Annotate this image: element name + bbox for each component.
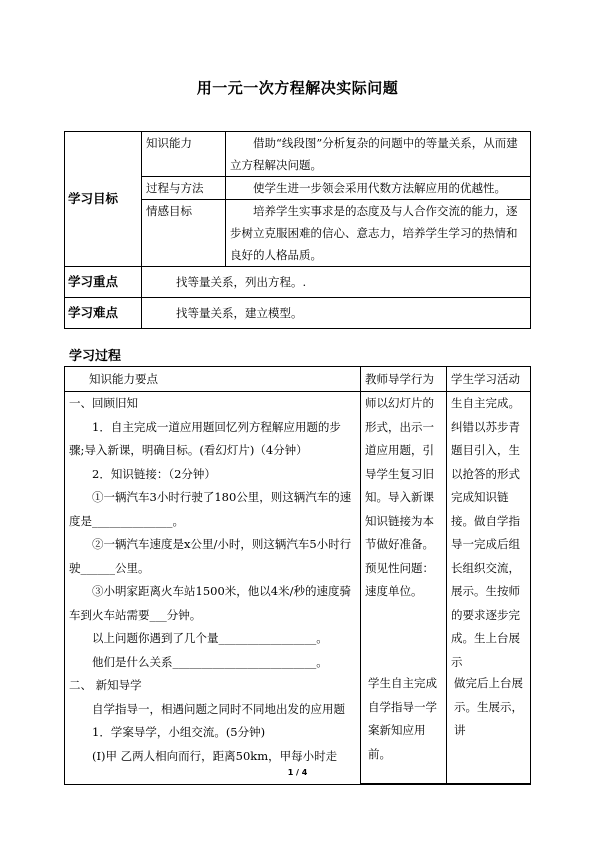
page-title: 用一元一次方程解决实际问题: [196, 79, 399, 97]
knowledge-cell: [65, 392, 361, 785]
objective-content: 借助“线段图”分析复杂的问题中的等量关系，从而建立方程解决问题。: [226, 132, 531, 177]
knowledge-line: (Ⅰ)甲 乙两人相向而行，距离50km，甲每小时走: [92, 748, 338, 763]
knowledge-line: 他们是什么关系_________________________。: [92, 654, 328, 669]
objectives-table: [64, 131, 531, 329]
section-title: 学习过程: [69, 349, 122, 364]
header-student: 学生学习活动: [447, 367, 531, 392]
knowledge-line: 1．自主完成一道应用题回忆列方程解应用题的步骤;导入新课，明确目标。(看幻灯片)（4分钟）: [69, 419, 341, 457]
key-point-content: 找等量关系，列出方程。.: [142, 267, 531, 298]
process-table: [64, 366, 531, 785]
objective-name: 知识能力: [142, 132, 226, 177]
table-row: [65, 132, 531, 177]
table-row: [65, 298, 531, 329]
knowledge-line: 一、回顾旧知: [69, 396, 138, 410]
student-text: 生自主完成。纠错以苏步青题目引入，生以抢答的形式完成知识链接。做自学指导一完成后组长组织交流，展示。生按师的要求逐步完成。生上台展示: [451, 396, 520, 669]
knowledge-line: 2．知识链接：（2分钟）: [92, 466, 216, 481]
objective-name: 过程与方法: [142, 177, 226, 200]
teacher-text-2: 学生自主完成自学指导一学案新知应用前。: [368, 676, 437, 761]
knowledge-line: ②一辆汽车速度是x公里/小时，则这辆汽车5小时行驶______公里。: [69, 537, 352, 575]
table-row: [65, 267, 531, 298]
student-cell: [447, 392, 531, 784]
objective-name: 情感目标: [142, 200, 226, 267]
header-teacher: 教师导学行为: [361, 367, 447, 392]
knowledge-line: ①一辆汽车3小时行驶了180公里，则这辆汽车的速度是______________。: [69, 490, 352, 528]
student-text-2: 做完后上台展示。生展示，讲: [454, 676, 523, 737]
objective-content: 培养学生实事求是的态度及与人合作交流的能力，逐步树立克服困难的信心、意志力，培养学生学习的热情和良好的人格品质。: [226, 200, 531, 267]
key-point-label: 学习重点: [65, 267, 142, 298]
knowledge-line: ③小明家距离火车站1500米，他以4米/秒的速度骑车到火车站需要___分钟。: [69, 584, 351, 622]
teacher-cell: [361, 783, 447, 784]
student-cell: [447, 783, 531, 784]
teacher-cell: [361, 392, 447, 784]
objective-content: 使学生进一步领会采用代数方法解应用的优越性。: [226, 177, 531, 200]
page-number: 1 / 4: [287, 768, 308, 777]
table-header-row: [65, 367, 531, 392]
objectives-label: 学习目标: [65, 132, 142, 267]
teacher-text: 师以幻灯片的形式，出示一道应用题，引导学生复习旧知。导入新课知识链接为本节做好准备。预见性问题：速度单位。: [365, 396, 434, 598]
knowledge-line: 1．学案导学，小组交流。(5分钟): [92, 725, 266, 739]
difficulty-label: 学习难点: [65, 298, 142, 329]
knowledge-line: 二、 新知导学: [69, 678, 142, 692]
difficulty-content: 找等量关系，建立模型。: [142, 298, 531, 329]
knowledge-line: 以上问题你遇到了几个量_________________。: [92, 631, 328, 645]
table-row: [65, 392, 531, 784]
header-knowledge: 知识能力要点: [65, 367, 361, 392]
knowledge-line: 自学指导一，相遇问题之同时不同地出发的应用题: [92, 701, 345, 716]
